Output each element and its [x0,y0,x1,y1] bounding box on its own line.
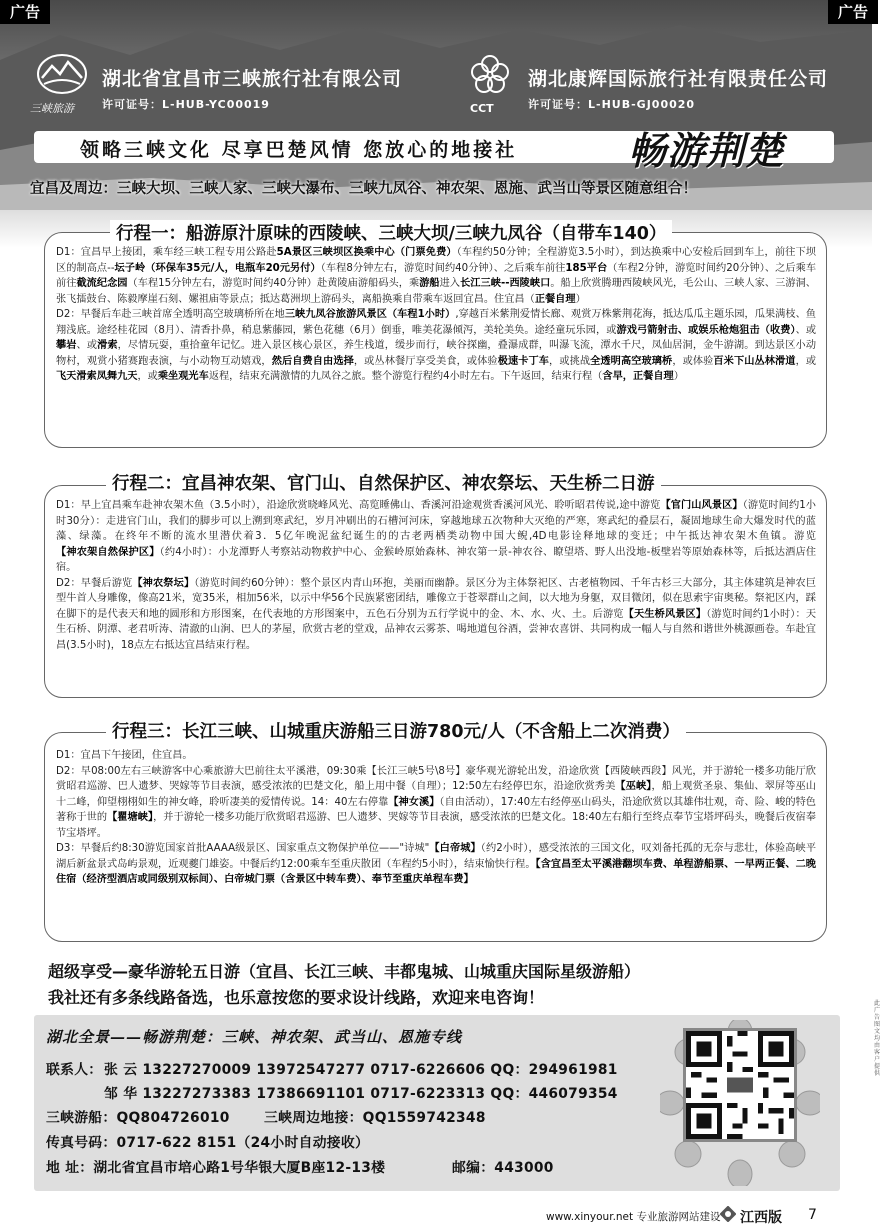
cct-logo-icon [464,50,516,102]
contact-address: 地 址：湖北省宜昌市培心路1号华银大厦B座12-13楼 [46,1160,386,1176]
promo-line2: 我社还有多条线路备选，也乐意按您的要求设计线路，欢迎来电咨询！ [48,988,545,1007]
contact-fax: 传真号码：0717-622 8151（24小时自动接收） [46,1135,370,1151]
contact-label: 联系人： [46,1062,103,1078]
footer-page-number: 7 [808,1207,817,1223]
contact-postcode: 邮编：443000 [452,1160,554,1176]
footer-website: www.xinyour.net 专业旅游网站建设 [546,1211,721,1223]
edition-badge-icon [720,1206,736,1222]
footer-edition: 江西版 [740,1210,782,1226]
company1-name: 湖北省宜昌市三峡旅行社有限公司 [102,68,403,90]
ad-label-right: 广告 [828,0,878,24]
route2-title: 行程二：宜昌神农架、官门山、自然保护区、神农祭坛、天生桥二日游 [106,470,661,495]
company2-name: 湖北康辉国际旅行社有限责任公司 [528,68,829,90]
route1-title: 行程一：船游原汁原味的西陵峡、三峡大坝/三峡九凤谷（自带车140） [110,220,672,245]
contact-person2: 邹 华 13227273383 17386691101 0717-6223313 QQ：446079354 [104,1086,618,1102]
side-note: 此广告图文均由客户提供 [874,1000,881,1077]
brand-title: 畅游荆楚 [628,129,785,173]
contact-cruise-qq: 三峡游船：QQ804726010 [46,1110,230,1126]
sanxia-logo-icon [36,52,88,96]
cct-logo-text: CCT [470,102,494,115]
route3-title: 行程三：长江三峡、山城重庆游船三日游780元/人（不含船上二次消费） [106,718,686,743]
route2-body: D1：早上宜昌乘车赴神农架木鱼（3.5小时），沿途欣赏晓峰风光、高览睡佛山、香溪河沿途观赏香溪河风光、聆听昭君传说,途中游览【官门山风景区】（游览时间约1小时30分）：走进官门山，我们的脚步可以上溯到寒武纪，岁月冲刷出的石槽河河床，穿越地球五次物种大灭绝的严寒，寒武纪的叠层石，凝固地球生命大爆发时代的蓝藻、绿藻。在终年不断的流水里潜伏着3．5亿年晚泥盆纪诞生的的古老两栖类动物中国大鲵,4D电影诠释地球的变迁；中午抵达神农架木鱼镇。游览【神农架自然保护区】（约4小时）：小龙潭野人考察站动物救护中心、金猴岭原始森林、神农第一景-神农谷、瞭望塔、野人出没地-板壁岩等原始森林等，后抵达酒店住宿。 D2：早餐后游览【神农祭坛】（游览时间约60分钟）：整个景区内青山环抱，美丽而幽静。景区分为主体祭祀区、古老植物园、千年古杉三大部分，其主体建筑是神农巨型牛首人身雕像，像高21米，宽35米，相加56米，以示中华56个民族紧密团结，雕像立于苍翠群山之间，以大地为身躯，双目微闭，似在思索宇宙奥秘。祭祀区内，踩在脚下的是代表天和地的圆形和方形图案，在代表地的方形图案中，五色石分别为五行学说中的金、木、水、火、土。后游览【天生桥风景区】（游览时间约1小时）：天生石桥、阴潭、老君听涛、清澈的山涧、巴人的茅屋，欣赏古老的堂戏，品神农云雾茶、喝地道包谷酒，尝神农喜饼、共同构成一幅人与自然和谐世外桃源画卷。车赴宜昌(3.5小时)，18点左右抵达宜昌结束行程。 [56,500,816,651]
route3-body: D1：宜昌下午接团，住宜昌。 D2：早08:00左右三峡游客中心乘旅游大巴前往太平溪港，09:30乘【长江三峡5号\8号】豪华观光游轮出发，沿途欣赏【西陵峡西段】风光，并于游轮一楼多功能厅欣赏昭君巡游、巴人遗梦、哭嫁等节目表演，感受浓浓的巴楚文化，船上用中餐（自理）；12:50左右经停巴东，沿途欣赏秀美【巫峡】，船上观赏圣泉、集仙、翠屏等巫山十二峰，仰望栩栩如生的神女峰，聆听凄美的爱情传说。14：40左右停靠【神女溪】（自由活动），17:40左右经停巫山码头，沿途欣赏以其雄伟壮观，奇、险、峻的特色著称于世的【瞿塘峡】，并于游轮一楼多功能厅欣赏昭君巡游、巴人遗梦、哭嫁等节目表演，感受浓浓的巴楚文化。18:40左右船行至终点奉节宝塔坪码头，晚餐后夜宿奉节宝塔坪。 D3：早餐后约8:30游览国家首批AAAA级景区、国家重点文物保护单位——"诗城"【白帝城】（约2小时），感受浓浓的三国文化，叹刘备托孤的无奈与悲壮，体验高峡平湖后新盆景式岛屿景观，近观夔门雄姿。中餐后约12:00乘车至重庆散团（车程约5小时），结束愉快行程。【含宜昌至太平溪港翻坝车费、单程游船票、一早两正餐、二晚住宿（经济型酒店或同级别双标间）、白帝城门票（含景区中转车费）、奉节至重庆单程车费】 [56,750,816,885]
ad-label-left: 广告 [0,0,50,24]
contact-local-qq: 三峡周边地接：QQ1559742348 [264,1110,486,1126]
company2-license: 许可证号：L-HUB-GJ00020 [528,98,696,111]
qr-code-icon[interactable] [683,1028,797,1142]
contact-person1: 张 云 13227270009 13972547277 0717-6226606 QQ：294961981 [104,1062,618,1078]
route1-body: D1：宜昌早上接团，乘车经三峡工程专用公路赴5A景区三峡坝区换乘中心（门票免费）（车程约50分钟；全程游览3.5小时），到达换乘中心安检后回到车上，前往下坝区的制高点--坛子岭（环保车35元/人，电瓶车20元另付）（车程8分钟左右，游览时间约40分钟）、之后乘车前往185平台（车程2分钟，游览时间约20分钟）、之后乘车前往截流纪念园（车程15分钟左右，游览时间约40分钟）赴黄陵庙游船码头，乘游船进入长江三峡--西陵峡口。船上欣赏腾珊西陵峡风光，毛公山、三峡人家、三游洞、张飞擂鼓台、陈毅摩崖石刻、嫘祖庙等景点；抵达葛洲坝上游码头，离船换乘自带乘车返回宜昌。住宜昌（正餐自理） D2：早餐后车赴三峡首席全透明高空玻璃桥所在地三峡九凤谷旅游风景区（车程1小时）,穿越百米紫荆爱情长廊、观赏万株紫荆花海，抵达瓜瓜主题乐园，瓜果满枝、鱼翔浅底。途经桂花园（8月）、清香扑鼻，稍息紫藤园，紫色花穗（6月）倒垂，唯美花瀑倾泻，美轮美奂。途经童玩乐园，或游戏弓箭射击、或娱乐枪炮狙击（收费）、或攀岩、或滑索，尽情玩耍，重拾童年记忆。进入景区核心景区，养生栈道，缓步而行，峡谷探幽，叠瀑成群，叫瀑飞流，潭水千尺，凤仙居洞，金牛游湖。到达景区小动物村，观赏小猪赛跑表演，与小动物互动嬉戏，然后自费自由选择，或丛林餐厅享受美食，或体验极速卡丁车，或挑战全透明高空玻璃桥，或体验百米下山丛林滑道，或飞天滑索凤舞九天，或乘坐观光车返程，结束充满激情的九凤谷之旅。整个游览行程约4小时左右。下午返回，结束行程（含早，正餐自理） [56,247,816,382]
company1-license: 许可证号：L-HUB-YC00019 [102,98,270,111]
slogan-text: 领略三峡文化 尽享巴楚风情 您放心的地接社 [80,139,518,161]
promo-line1: 超级享受—豪华游轮五日游（宜昌、长江三峡、丰都鬼城、山城重庆国际星级游船） [48,962,641,981]
sanxia-logo-text: 三峡旅游 [30,102,74,115]
contact-heading: 湖北全景——畅游荆楚：三峡、神农架、武当山、恩施专线 [46,1028,463,1046]
region-line: 宜昌及周边：三峡大坝、三峡人家、三峡大瀑布、三峡九凤谷、神农架、恩施、武当山等景区随意组合！ [30,181,697,197]
